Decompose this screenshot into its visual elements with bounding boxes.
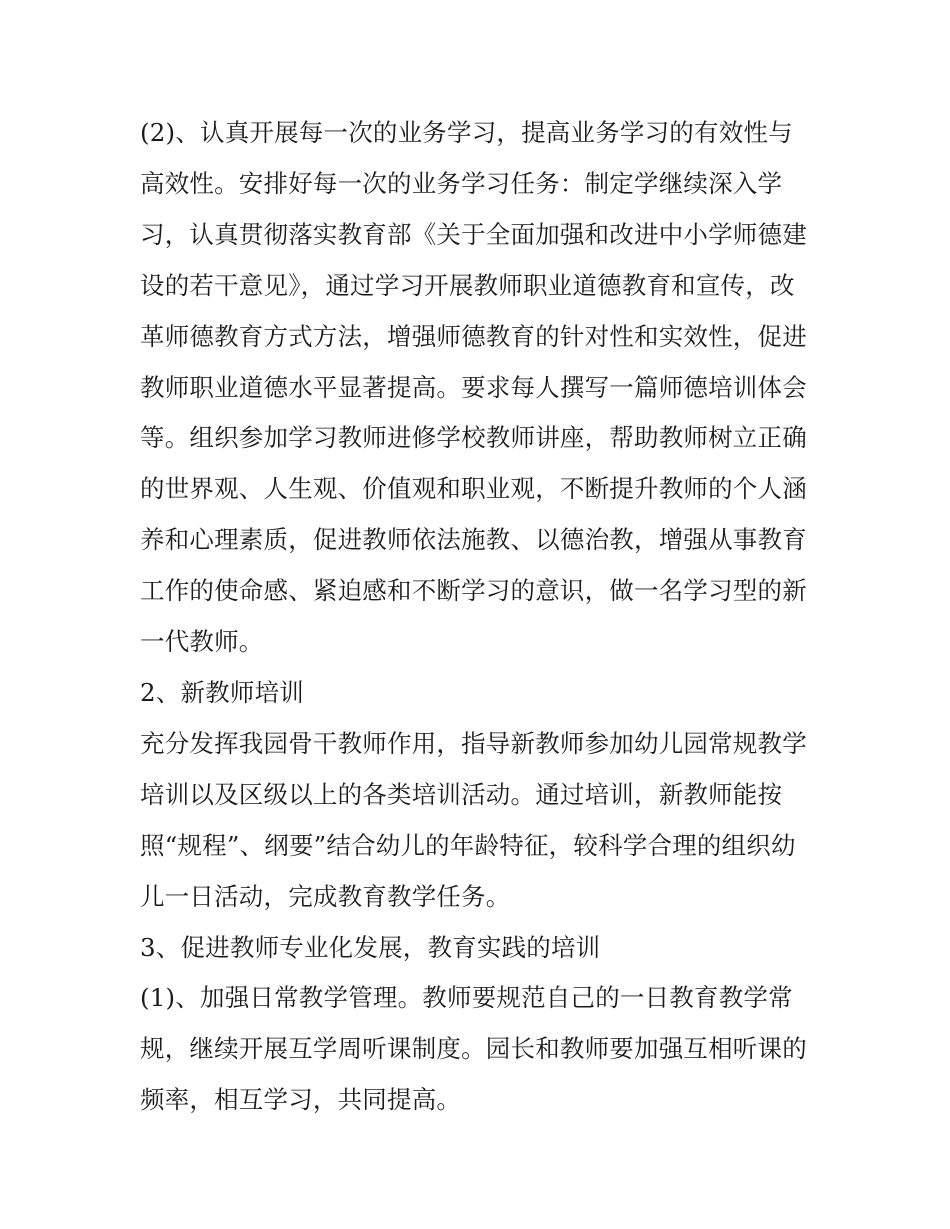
text-line: 革师德教育方式方法，增强师德教育的针对性和实效性，促进	[140, 321, 807, 351]
document-body	[140, 108, 816, 1126]
text-line: 等。组织参加学习教师进修学校教师讲座，帮助教师树立正确	[140, 423, 807, 453]
text-line: 照“规程”、纲要”结合幼儿的年龄特征，较科学合理的组织幼	[140, 830, 796, 860]
text-line: 工作的使命感、紧迫感和不断学习的意识，做一名学习型的新	[140, 576, 807, 606]
text-line: 设的若干意见》，通过学习开展教师职业道德教育和宣传，改	[140, 270, 795, 300]
text-line: 教师职业道德水平显著提高。要求每人撰写一篇师德培训体会	[140, 372, 807, 402]
text-line: 一代教师。	[140, 627, 264, 657]
text-line: 习，认真贯彻落实教育部《关于全面加强和改进中小学师德建	[140, 219, 807, 249]
text-line: 规，继续开展互学周听课制度。园长和教师要加强互相听课的	[140, 1034, 807, 1064]
section-heading: 3、促进教师专业化发展，教育实践的培训	[140, 932, 601, 962]
text-line: 养和心理素质，促进教师依法施教、以德治教，增强从事教育	[140, 525, 807, 555]
text-line: 儿一日活动，完成教育教学任务。	[140, 881, 511, 911]
text-line: (1)、加强日常教学管理。教师要规范自己的一日教育教学常	[140, 983, 793, 1013]
text-line: 的世界观、人生观、价值观和职业观，不断提升教师的个人涵	[140, 474, 807, 504]
text-line: 培训以及区级以上的各类培训活动。通过培训，新教师能按	[140, 779, 783, 809]
text-line: 频率，相互学习，共同提高。	[140, 1085, 462, 1115]
text-line: (2)、认真开展每一次的业务学习，提高业务学习的有效性与	[140, 118, 793, 147]
text-line: 充分发挥我园骨干教师作用，指导新教师参加幼儿园常规教学	[140, 728, 807, 758]
section-heading: 2、新教师培训	[140, 677, 304, 707]
text-line: 高效性。安排好每一次的业务学习任务：制定学继续深入学	[140, 168, 783, 198]
